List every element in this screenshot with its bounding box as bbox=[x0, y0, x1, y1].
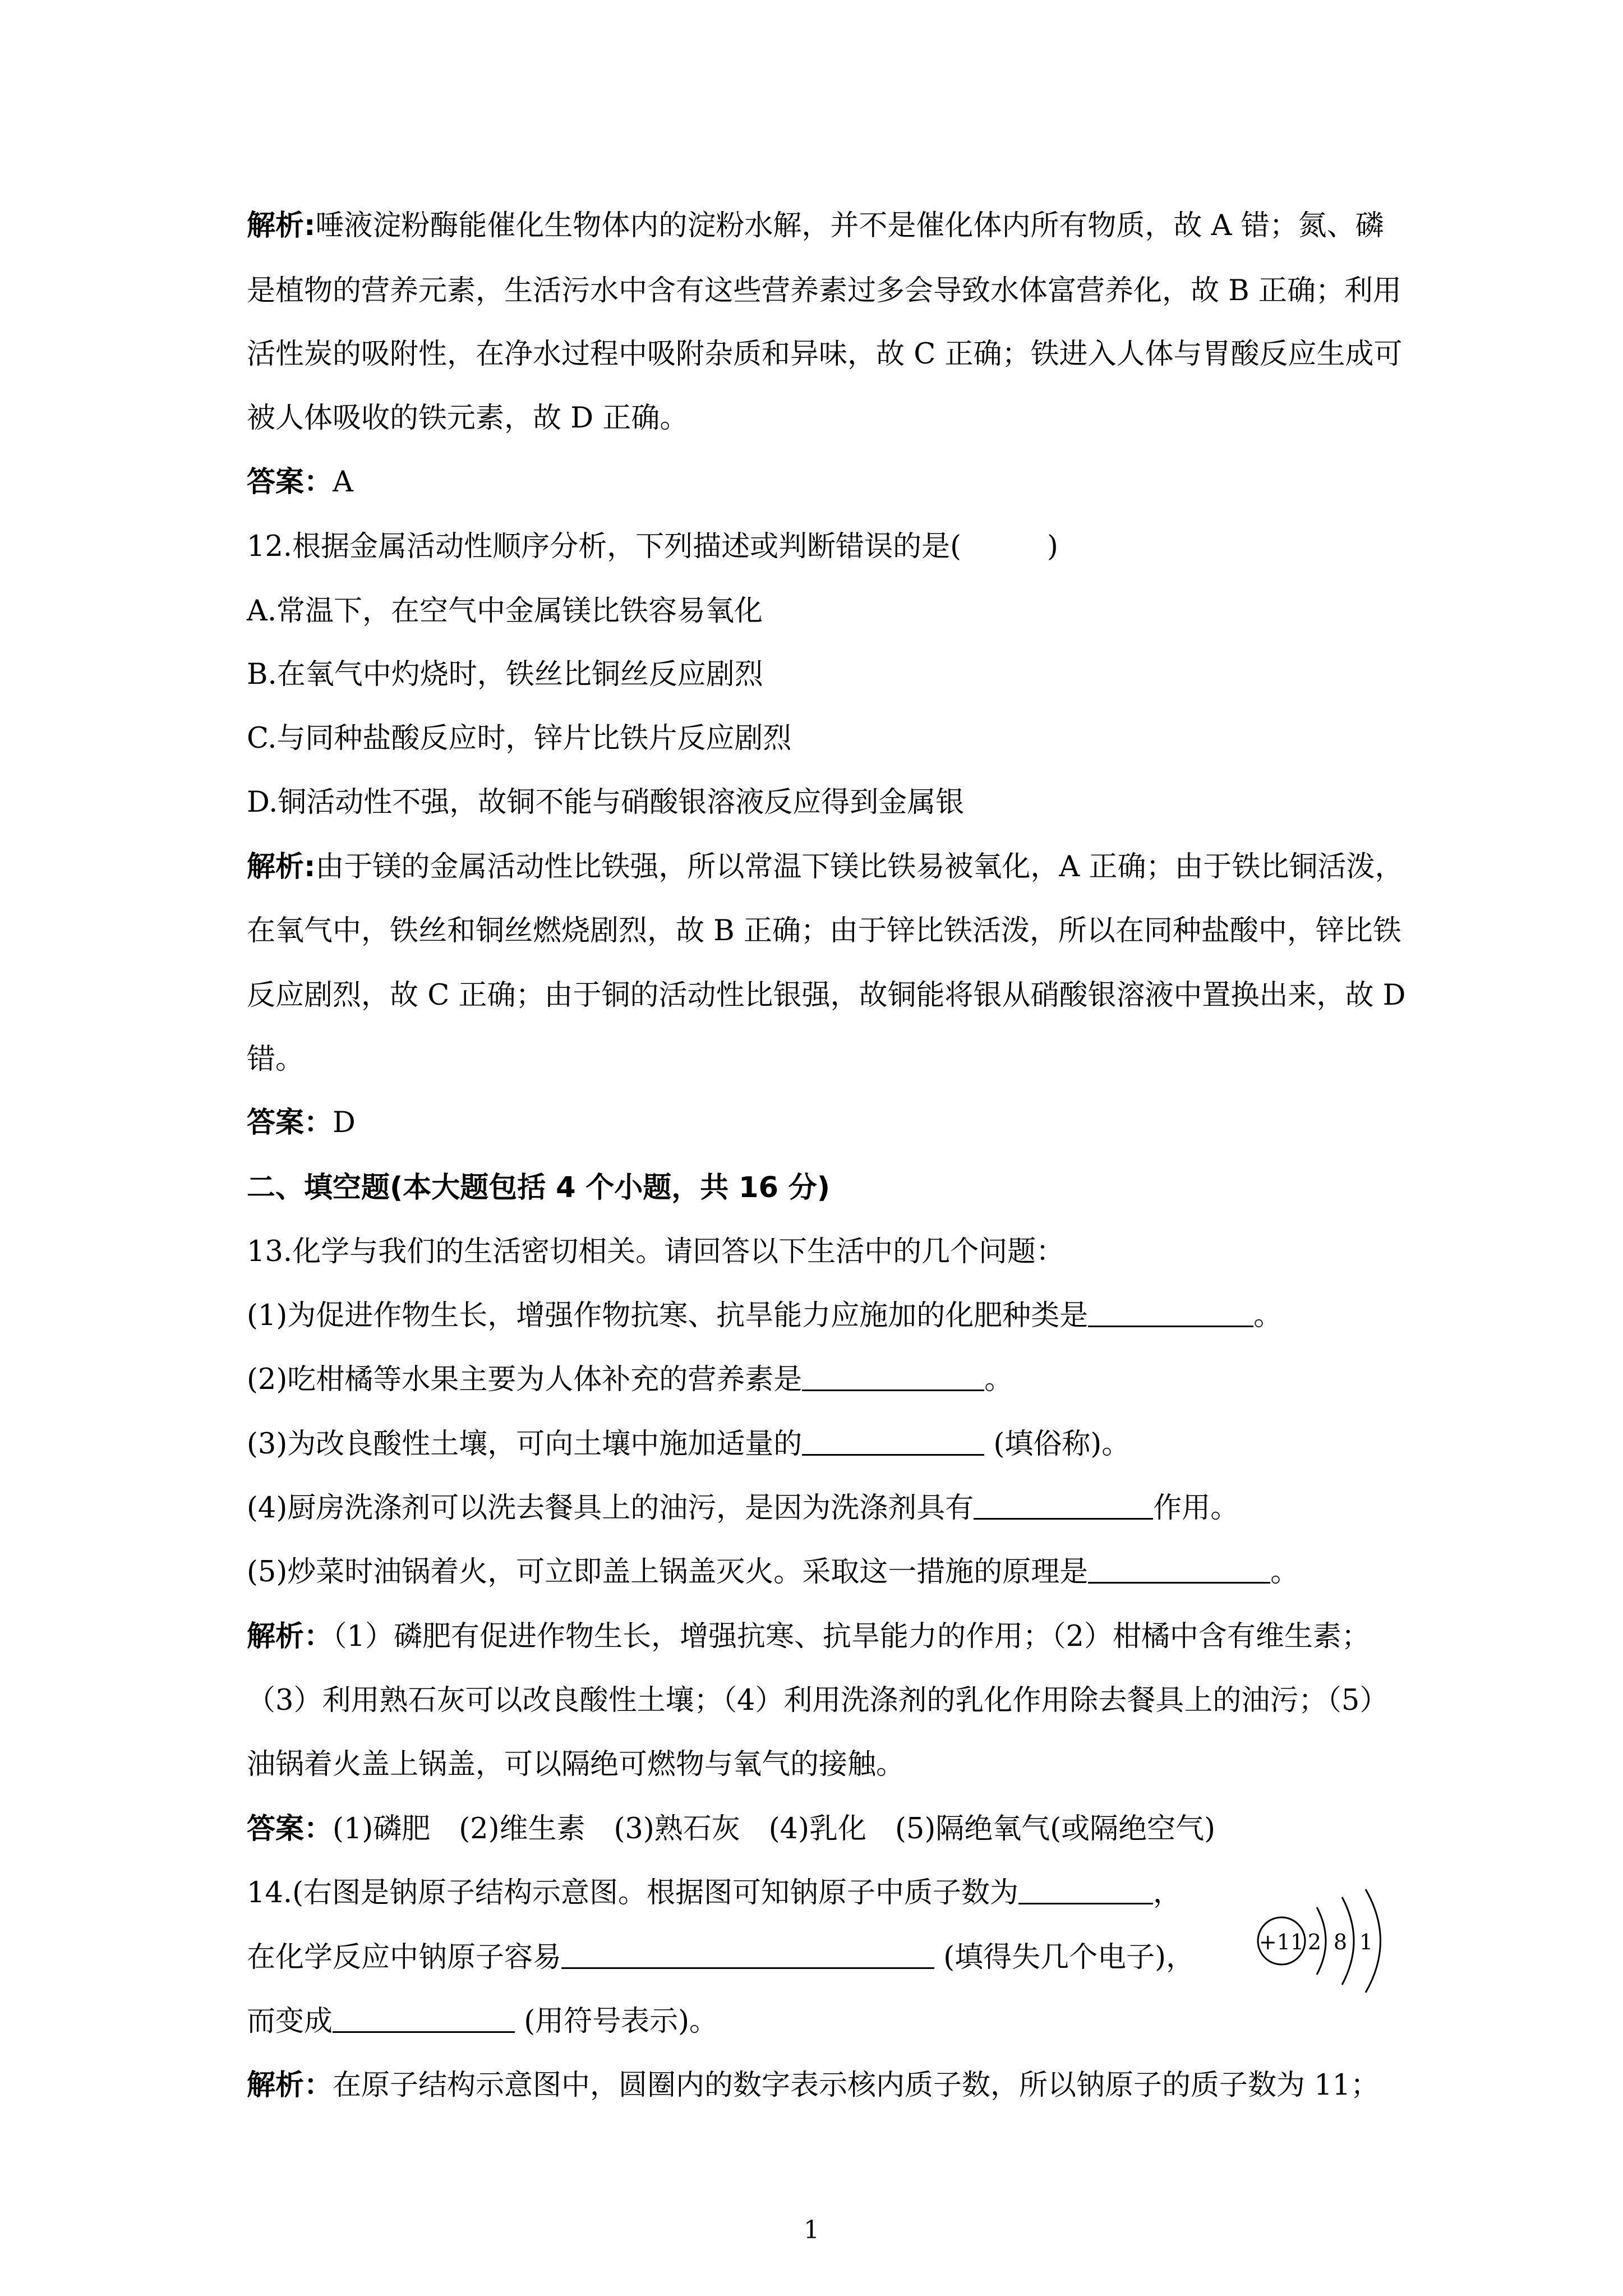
question-14-line-3: 而变成 (用符号表示)。 bbox=[247, 2005, 718, 2038]
analysis-13-line-1: 解析：（1）磷肥有促进作物生长，增强抗寒、抗旱能力的作用；（2）柑橘中含有维生素； bbox=[247, 1620, 1370, 1653]
answer-value: D bbox=[333, 1106, 356, 1139]
analysis-label: 解析: bbox=[247, 209, 316, 242]
answer-blank[interactable] bbox=[802, 1427, 984, 1456]
shell-3-electrons: 1 bbox=[1359, 1930, 1373, 1954]
analysis-11-line-1: 解析:唾液淀粉酶能催化生物体内的淀粉水解，并不是催化体内所有物质，故 A 错；氮、磷 bbox=[247, 209, 1384, 242]
question-13-item-4: (4)厨房洗涤剂可以洗去餐具上的油污，是因为洗涤剂具有 作用。 bbox=[247, 1492, 1239, 1525]
question-14-line-1: 14.(右图是钠原子结构示意图。根据图可知钠原子中质子数为 ， bbox=[247, 1876, 1182, 1910]
question-12-option-c: C.与同种盐酸反应时，锌片比铁片反应剧烈 bbox=[247, 722, 792, 755]
analysis-12-line-4: 错。 bbox=[247, 1043, 305, 1076]
shell-2-electrons: 8 bbox=[1333, 1930, 1348, 1954]
analysis-11-line-3: 活性炭的吸附性，在净水过程中吸附杂质和异味，故 C 正确；铁进入人体与胃酸反应生成可 bbox=[247, 338, 1403, 371]
analysis-label: 解析: bbox=[247, 850, 316, 884]
answer-11 bbox=[247, 463, 353, 502]
answer-blank[interactable] bbox=[1018, 1876, 1153, 1904]
question-13-item-5: (5)炒菜时油锅着火，可立即盖上锅盖灭火。采取这一措施的原理是 。 bbox=[247, 1556, 1299, 1589]
analysis-11-line-4: 被人体吸收的铁元素，故 D 正确。 bbox=[247, 402, 689, 435]
question-12-option-b: B.在氧气中灼烧时，铁丝比铜丝反应剧烈 bbox=[247, 658, 763, 691]
answer-label: 答案： bbox=[247, 1106, 333, 1139]
answer-blank[interactable] bbox=[561, 1940, 934, 1969]
answer-label: 答案： bbox=[247, 466, 333, 499]
sodium-atom-diagram bbox=[1251, 1885, 1402, 1997]
question-14-line-2: 在化学反应中钠原子容易 (填得失几个电子)， bbox=[247, 1941, 1195, 1974]
question-12-option-a: A.常温下，在空气中金属镁比铁容易氧化 bbox=[247, 595, 763, 628]
page-number: 1 bbox=[804, 2216, 819, 2244]
answer-13 bbox=[247, 1810, 1215, 1849]
answer-blank[interactable] bbox=[1088, 1555, 1270, 1584]
analysis-11-line-2: 是植物的营养元素，生活污水中含有这些营养素过多会导致水体富营养化，故 B 正确；利用 bbox=[247, 274, 1401, 307]
shell-1-electrons: 2 bbox=[1307, 1930, 1322, 1954]
answer-value: (1)磷肥 (2)维生素 (3)熟石灰 (4)乳化 (5)隔绝氧气(或隔绝空气) bbox=[333, 1812, 1216, 1846]
answer-label: 答案： bbox=[247, 1812, 333, 1846]
answer-blank[interactable] bbox=[974, 1491, 1153, 1520]
analysis-12-line-2: 在氧气中，铁丝和铜丝燃烧剧烈，故 B 正确；由于锌比铁活泼，所以在同种盐酸中，锌比铁 bbox=[247, 914, 1401, 947]
question-13-item-1: (1)为促进作物生长，增强作物抗寒、抗旱能力应施加的化肥种类是 。 bbox=[247, 1299, 1283, 1332]
question-13-item-2: (2)吃柑橘等水果主要为人体补充的营养素是 。 bbox=[247, 1363, 1013, 1396]
analysis-12-line-1: 解析:由于镁的金属活动性比铁强，所以常温下镁比铁易被氧化，A 正确；由于铁比铜活泼， bbox=[247, 850, 1404, 884]
analysis-12-line-3: 反应剧烈，故 C 正确；由于铜的活动性比银强，故铜能将银从硝酸银溶液中置换出来，故 D bbox=[247, 979, 1406, 1012]
question-12-option-d: D.铜活动性不强，故铜不能与硝酸银溶液反应得到金属银 bbox=[247, 786, 965, 819]
nucleus-charge: +11 bbox=[1258, 1930, 1304, 1954]
analysis-14-line-1: 解析：在原子结构示意图中，圆圈内的数字表示核内质子数，所以钠原子的质子数为 11； bbox=[247, 2069, 1380, 2102]
answer-blank[interactable] bbox=[1088, 1299, 1253, 1327]
section-2-title: 二、填空题(本大题包括 4 个小题，共 16 分) bbox=[247, 1171, 831, 1204]
answer-blank[interactable] bbox=[802, 1363, 984, 1391]
question-13-item-3: (3)为改良酸性土壤，可向土壤中施加适量的 (填俗称)。 bbox=[247, 1428, 1131, 1461]
analysis-label: 解析： bbox=[247, 2069, 333, 2102]
answer-12 bbox=[247, 1103, 356, 1143]
analysis-label: 解析： bbox=[247, 1620, 333, 1653]
analysis-13-line-3: 油锅着火盖上锅盖，可以隔绝可燃物与氧气的接触。 bbox=[247, 1748, 905, 1781]
question-12-stem: 12.根据金属活动性顺序分析，下列描述或判断错误的是( ) bbox=[247, 530, 1058, 563]
question-13-stem: 13.化学与我们的生活密切相关。请回答以下生活中的几个问题： bbox=[247, 1235, 1065, 1268]
analysis-13-line-2: （3）利用熟石灰可以改良酸性土壤；（4）利用洗涤剂的乳化作用除去餐具上的油污；（5） bbox=[247, 1684, 1389, 1717]
answer-value: A bbox=[333, 466, 353, 499]
answer-blank[interactable] bbox=[333, 2004, 515, 2033]
